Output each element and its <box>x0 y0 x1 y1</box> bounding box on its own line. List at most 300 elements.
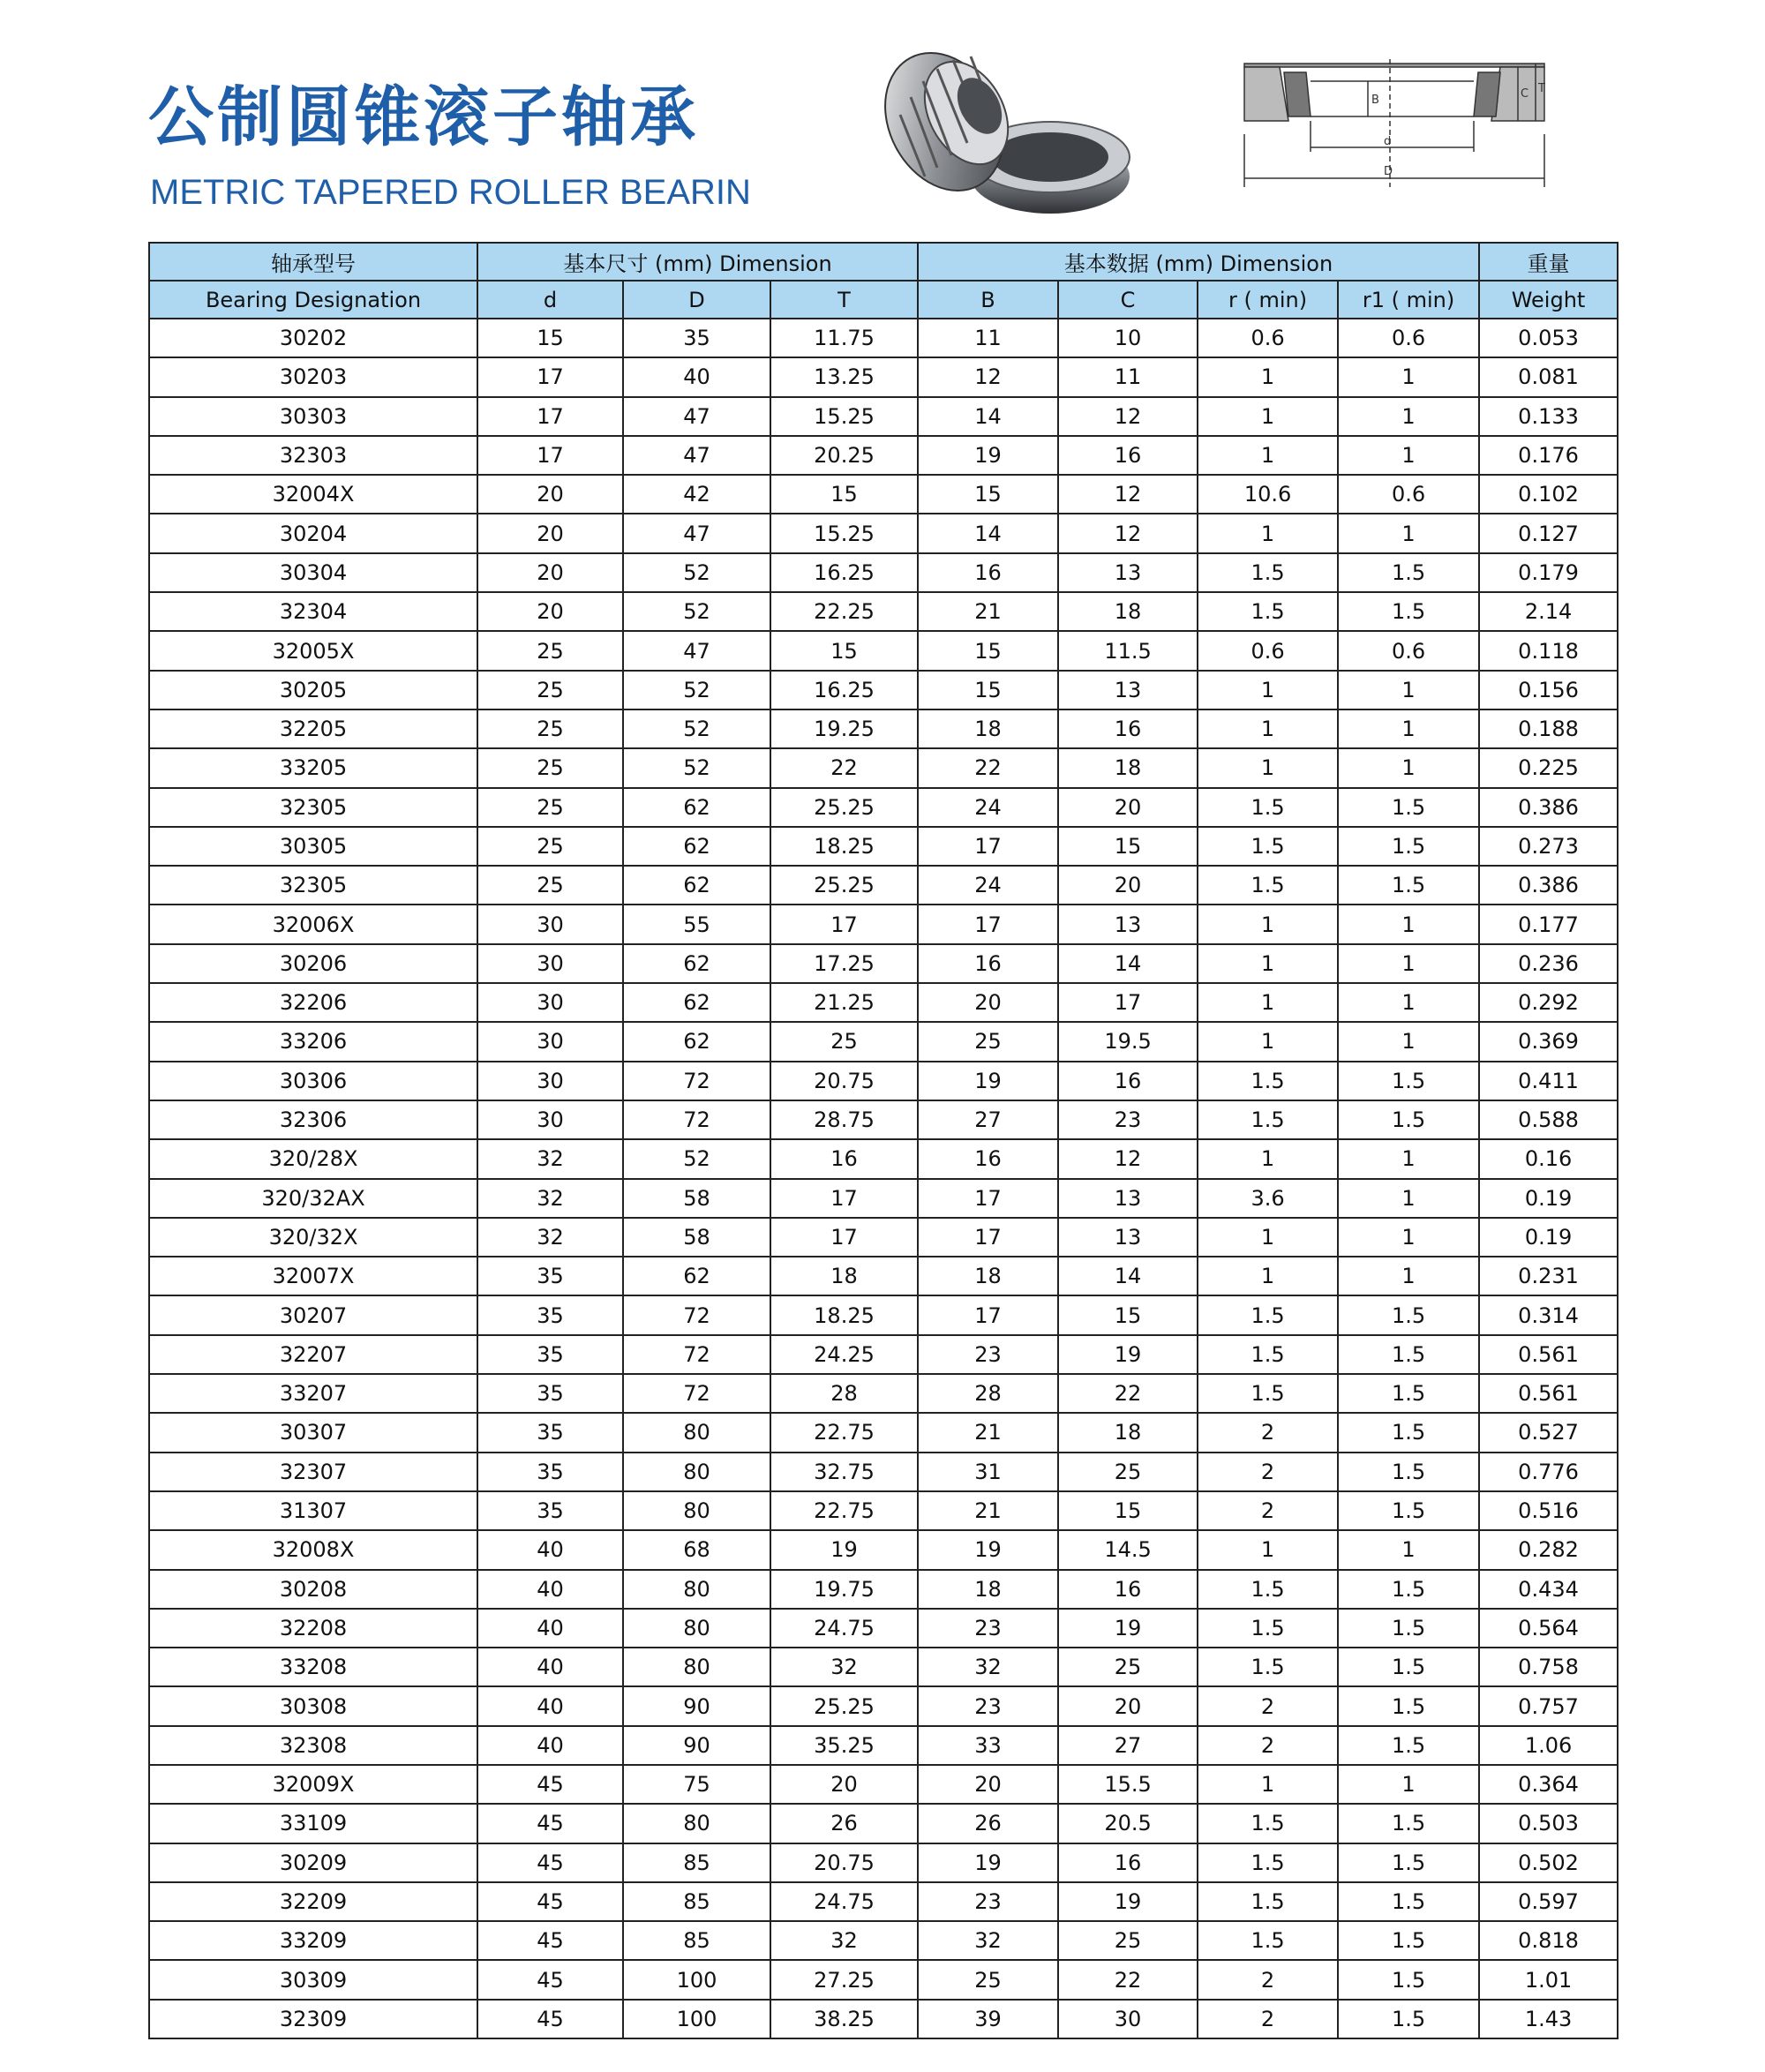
cell-weight: 0.597 <box>1479 1882 1618 1921</box>
cell-B: 12 <box>918 357 1058 396</box>
cell-designation: 32309 <box>149 2000 477 2038</box>
cell-designation: 32008X <box>149 1530 477 1569</box>
table-row <box>149 1804 1618 1843</box>
cell-d: 30 <box>477 905 623 943</box>
cell-T: 16.25 <box>770 553 918 592</box>
cell-B: 19 <box>918 1530 1058 1569</box>
table-row <box>149 1648 1618 1686</box>
cell-C: 13 <box>1058 1218 1198 1257</box>
cell-designation: 30308 <box>149 1686 477 1725</box>
cell-weight: 1.43 <box>1479 2000 1618 2038</box>
cell-r1-min: 1.5 <box>1338 1882 1479 1921</box>
cell-B: 21 <box>918 1413 1058 1452</box>
cell-r-min: 1.5 <box>1198 866 1338 905</box>
cell-weight: 0.503 <box>1479 1804 1618 1843</box>
cell-T: 32.75 <box>770 1453 918 1491</box>
cell-weight: 0.516 <box>1479 1491 1618 1530</box>
cell-d: 40 <box>477 1686 623 1725</box>
cell-r1-min: 1 <box>1338 1257 1479 1295</box>
cell-r-min: 2 <box>1198 1453 1338 1491</box>
cell-T: 20.75 <box>770 1843 918 1882</box>
table-row <box>149 1413 1618 1452</box>
cell-T: 25 <box>770 1022 918 1061</box>
cell-T: 19.25 <box>770 709 918 748</box>
cell-B: 11 <box>918 319 1058 357</box>
cell-r1-min: 1.5 <box>1338 1100 1479 1139</box>
cell-weight: 0.527 <box>1479 1413 1618 1452</box>
table-row <box>149 788 1618 827</box>
table-row <box>149 1843 1618 1882</box>
cell-C: 18 <box>1058 748 1198 787</box>
cell-C: 20 <box>1058 788 1198 827</box>
cell-d: 25 <box>477 631 623 670</box>
cell-d: 30 <box>477 1022 623 1061</box>
cell-C: 18 <box>1058 1413 1198 1452</box>
cell-d: 32 <box>477 1179 623 1218</box>
cell-C: 12 <box>1058 514 1198 552</box>
cell-r1-min: 1.5 <box>1338 1295 1479 1334</box>
table-row <box>149 397 1618 436</box>
table-row <box>149 1100 1618 1139</box>
cell-d: 35 <box>477 1413 623 1452</box>
cell-C: 19.5 <box>1058 1022 1198 1061</box>
cell-C: 16 <box>1058 436 1198 475</box>
cell-d: 32 <box>477 1139 623 1178</box>
cell-T: 32 <box>770 1921 918 1960</box>
cell-D: 85 <box>623 1882 770 1921</box>
cell-r1-min: 1 <box>1338 1530 1479 1569</box>
cell-D: 80 <box>623 1491 770 1530</box>
cell-B: 21 <box>918 1491 1058 1530</box>
cell-r1-min: 1.5 <box>1338 553 1479 592</box>
cell-r1-min: 1 <box>1338 671 1479 709</box>
cell-T: 13.25 <box>770 357 918 396</box>
cell-B: 33 <box>918 1726 1058 1765</box>
cell-D: 52 <box>623 553 770 592</box>
cell-C: 20 <box>1058 866 1198 905</box>
cell-d: 30 <box>477 1100 623 1139</box>
cell-d: 35 <box>477 1374 623 1413</box>
cell-D: 52 <box>623 671 770 709</box>
cell-weight: 0.133 <box>1479 397 1618 436</box>
table-row <box>149 1960 1618 1999</box>
cell-B: 16 <box>918 1139 1058 1178</box>
cell-B: 15 <box>918 475 1058 514</box>
cell-C: 11.5 <box>1058 631 1198 670</box>
cell-r-min: 1 <box>1198 1765 1338 1804</box>
cell-d: 40 <box>477 1726 623 1765</box>
cell-r1-min: 1 <box>1338 357 1479 396</box>
column-header-r1-min: r1 ( min) <box>1338 281 1479 319</box>
column-header-d: d <box>477 281 623 319</box>
cell-designation: 30306 <box>149 1062 477 1100</box>
cell-r1-min: 1.5 <box>1338 1374 1479 1413</box>
cell-C: 25 <box>1058 1453 1198 1491</box>
cell-d: 45 <box>477 1882 623 1921</box>
cell-weight: 0.16 <box>1479 1139 1618 1178</box>
table-row <box>149 1726 1618 1765</box>
cell-r-min: 1.5 <box>1198 1062 1338 1100</box>
cell-C: 15 <box>1058 1295 1198 1334</box>
cell-designation: 30304 <box>149 553 477 592</box>
table-row <box>149 1062 1618 1100</box>
cell-C: 13 <box>1058 905 1198 943</box>
cell-B: 18 <box>918 1570 1058 1609</box>
cell-D: 47 <box>623 436 770 475</box>
cell-T: 18.25 <box>770 827 918 866</box>
cell-r1-min: 1 <box>1338 1218 1479 1257</box>
cell-r-min: 1 <box>1198 514 1338 552</box>
table-row <box>149 983 1618 1022</box>
cell-weight: 0.127 <box>1479 514 1618 552</box>
cell-designation: 30206 <box>149 944 477 983</box>
table-row <box>149 709 1618 748</box>
cell-D: 85 <box>623 1921 770 1960</box>
cell-r1-min: 0.6 <box>1338 631 1479 670</box>
cell-B: 16 <box>918 553 1058 592</box>
cell-D: 52 <box>623 1139 770 1178</box>
cell-weight: 0.179 <box>1479 553 1618 592</box>
cell-r-min: 3.6 <box>1198 1179 1338 1218</box>
table-row <box>149 1609 1618 1648</box>
cell-D: 80 <box>623 1609 770 1648</box>
cell-r1-min: 1.5 <box>1338 827 1479 866</box>
cell-weight: 0.434 <box>1479 1570 1618 1609</box>
cell-r1-min: 1 <box>1338 397 1479 436</box>
cell-designation: 320/32X <box>149 1218 477 1257</box>
cell-weight: 1.06 <box>1479 1726 1618 1765</box>
cell-T: 32 <box>770 1648 918 1686</box>
diagram-label-T: T <box>1538 82 1545 95</box>
cell-r1-min: 1.5 <box>1338 866 1479 905</box>
cell-weight: 0.081 <box>1479 357 1618 396</box>
cell-designation: 30204 <box>149 514 477 552</box>
table-row <box>149 671 1618 709</box>
cell-designation: 33205 <box>149 748 477 787</box>
bearing-cross-section-diagram <box>1236 55 1553 212</box>
table-row <box>149 1295 1618 1334</box>
cell-r1-min: 1.5 <box>1338 1726 1479 1765</box>
cell-D: 52 <box>623 592 770 631</box>
cell-B: 21 <box>918 592 1058 631</box>
cell-T: 16 <box>770 1139 918 1178</box>
cell-D: 62 <box>623 866 770 905</box>
cell-D: 72 <box>623 1062 770 1100</box>
cell-C: 13 <box>1058 671 1198 709</box>
cell-B: 24 <box>918 866 1058 905</box>
cell-r-min: 1 <box>1198 357 1338 396</box>
cell-D: 47 <box>623 631 770 670</box>
cell-designation: 320/28X <box>149 1139 477 1178</box>
cell-d: 45 <box>477 1960 623 1999</box>
cell-r1-min: 1.5 <box>1338 1062 1479 1100</box>
cell-D: 62 <box>623 983 770 1022</box>
cell-r1-min: 1.5 <box>1338 1648 1479 1686</box>
cell-r1-min: 1 <box>1338 748 1479 787</box>
cell-T: 26 <box>770 1804 918 1843</box>
cell-T: 38.25 <box>770 2000 918 2038</box>
cell-d: 40 <box>477 1570 623 1609</box>
column-header-designation: Bearing Designation <box>149 281 477 319</box>
cell-r1-min: 1.5 <box>1338 1804 1479 1843</box>
cell-d: 25 <box>477 788 623 827</box>
cell-D: 72 <box>623 1295 770 1334</box>
cell-d: 35 <box>477 1491 623 1530</box>
table-row <box>149 1374 1618 1413</box>
table-row <box>149 1570 1618 1609</box>
cell-r-min: 1.5 <box>1198 592 1338 631</box>
cell-r1-min: 1.5 <box>1338 592 1479 631</box>
cell-T: 16.25 <box>770 671 918 709</box>
cell-D: 100 <box>623 2000 770 2038</box>
cell-designation: 32206 <box>149 983 477 1022</box>
cell-d: 30 <box>477 944 623 983</box>
cell-r1-min: 1.5 <box>1338 1413 1479 1452</box>
cell-C: 22 <box>1058 1960 1198 1999</box>
cell-C: 15.5 <box>1058 1765 1198 1804</box>
cell-T: 15.25 <box>770 397 918 436</box>
cell-r1-min: 1.5 <box>1338 1686 1479 1725</box>
cell-D: 90 <box>623 1686 770 1725</box>
column-header-B: B <box>918 281 1058 319</box>
diagram-label-B: B <box>1371 94 1379 107</box>
cell-r-min: 0.6 <box>1198 319 1338 357</box>
cell-weight: 0.411 <box>1479 1062 1618 1100</box>
cell-r1-min: 1.5 <box>1338 1609 1479 1648</box>
table-row <box>149 1921 1618 1960</box>
table-row <box>149 1491 1618 1530</box>
cell-C: 16 <box>1058 1062 1198 1100</box>
cell-C: 20.5 <box>1058 1804 1198 1843</box>
cell-C: 19 <box>1058 1882 1198 1921</box>
cell-r-min: 1.5 <box>1198 1648 1338 1686</box>
cell-D: 47 <box>623 514 770 552</box>
cell-designation: 30202 <box>149 319 477 357</box>
cell-T: 22.75 <box>770 1491 918 1530</box>
header-basic-dim: 基本数据 (mm) Dimension <box>918 243 1479 281</box>
cell-weight: 0.386 <box>1479 866 1618 905</box>
header-designation-cn: 轴承型号 <box>149 243 477 281</box>
diagram-label-d: d <box>1384 135 1392 148</box>
cell-D: 58 <box>623 1218 770 1257</box>
cell-B: 17 <box>918 1179 1058 1218</box>
cell-T: 15 <box>770 631 918 670</box>
cell-D: 62 <box>623 944 770 983</box>
cell-r-min: 1.5 <box>1198 1335 1338 1374</box>
cell-designation: 33208 <box>149 1648 477 1686</box>
cell-B: 27 <box>918 1100 1058 1139</box>
cell-r-min: 1 <box>1198 1022 1338 1061</box>
cell-B: 15 <box>918 631 1058 670</box>
table-row <box>149 553 1618 592</box>
cell-r1-min: 1 <box>1338 1765 1479 1804</box>
cell-C: 25 <box>1058 1921 1198 1960</box>
cell-B: 19 <box>918 1062 1058 1100</box>
cell-r-min: 1.5 <box>1198 1843 1338 1882</box>
cell-r-min: 1.5 <box>1198 1921 1338 1960</box>
cell-T: 22 <box>770 748 918 787</box>
cell-designation: 30208 <box>149 1570 477 1609</box>
cell-r-min: 1.5 <box>1198 1609 1338 1648</box>
cell-D: 62 <box>623 788 770 827</box>
cell-designation: 32004X <box>149 475 477 514</box>
cell-designation: 32305 <box>149 788 477 827</box>
cell-T: 28 <box>770 1374 918 1413</box>
cell-weight: 0.757 <box>1479 1686 1618 1725</box>
cell-designation: 33207 <box>149 1374 477 1413</box>
cell-r-min: 1 <box>1198 436 1338 475</box>
page-title-en: METRIC TAPERED ROLLER BEARIN <box>150 173 751 212</box>
cell-C: 16 <box>1058 1570 1198 1609</box>
cell-weight: 0.369 <box>1479 1022 1618 1061</box>
cell-C: 22 <box>1058 1374 1198 1413</box>
cell-weight: 2.14 <box>1479 592 1618 631</box>
column-header-C: C <box>1058 281 1198 319</box>
cell-d: 17 <box>477 436 623 475</box>
cell-designation: 32009X <box>149 1765 477 1804</box>
cell-D: 47 <box>623 397 770 436</box>
cell-T: 22.25 <box>770 592 918 631</box>
cell-r-min: 1.5 <box>1198 1570 1338 1609</box>
cell-B: 25 <box>918 1022 1058 1061</box>
cell-T: 17.25 <box>770 944 918 983</box>
cell-C: 19 <box>1058 1609 1198 1648</box>
cell-r1-min: 0.6 <box>1338 319 1479 357</box>
cell-d: 17 <box>477 357 623 396</box>
cell-T: 20.75 <box>770 1062 918 1100</box>
cell-T: 19.75 <box>770 1570 918 1609</box>
cell-B: 32 <box>918 1648 1058 1686</box>
cell-weight: 0.776 <box>1479 1453 1618 1491</box>
column-header-T: T <box>770 281 918 319</box>
cell-T: 17 <box>770 905 918 943</box>
cell-B: 16 <box>918 944 1058 983</box>
cell-r-min: 1 <box>1198 1218 1338 1257</box>
table-row <box>149 436 1618 475</box>
table-row <box>149 475 1618 514</box>
cell-weight: 0.225 <box>1479 748 1618 787</box>
cell-d: 35 <box>477 1453 623 1491</box>
cell-B: 17 <box>918 1295 1058 1334</box>
cell-r-min: 1.5 <box>1198 827 1338 866</box>
cell-B: 28 <box>918 1374 1058 1413</box>
cell-designation: 32305 <box>149 866 477 905</box>
cell-D: 62 <box>623 827 770 866</box>
cell-D: 62 <box>623 1022 770 1061</box>
cell-r1-min: 1 <box>1338 983 1479 1022</box>
cell-D: 90 <box>623 1726 770 1765</box>
cell-T: 21.25 <box>770 983 918 1022</box>
cell-T: 35.25 <box>770 1726 918 1765</box>
table-row <box>149 1022 1618 1061</box>
cell-D: 72 <box>623 1100 770 1139</box>
cell-C: 18 <box>1058 592 1198 631</box>
cell-weight: 0.273 <box>1479 827 1618 866</box>
cell-weight: 0.588 <box>1479 1100 1618 1139</box>
cell-B: 14 <box>918 397 1058 436</box>
cell-C: 12 <box>1058 397 1198 436</box>
cell-D: 42 <box>623 475 770 514</box>
cell-D: 80 <box>623 1453 770 1491</box>
cell-B: 19 <box>918 436 1058 475</box>
cell-d: 40 <box>477 1530 623 1569</box>
table-row <box>149 592 1618 631</box>
cell-d: 25 <box>477 866 623 905</box>
cell-D: 72 <box>623 1335 770 1374</box>
cell-B: 18 <box>918 1257 1058 1295</box>
cell-C: 30 <box>1058 2000 1198 2038</box>
cell-r1-min: 1 <box>1338 944 1479 983</box>
table-row <box>149 1882 1618 1921</box>
table-row <box>149 866 1618 905</box>
cell-r-min: 1.5 <box>1198 1100 1338 1139</box>
cell-weight: 0.19 <box>1479 1218 1618 1257</box>
cell-d: 30 <box>477 983 623 1022</box>
cell-r1-min: 1 <box>1338 514 1479 552</box>
cell-d: 35 <box>477 1257 623 1295</box>
cell-designation: 32007X <box>149 1257 477 1295</box>
cell-C: 16 <box>1058 1843 1198 1882</box>
table-row <box>149 748 1618 787</box>
cell-C: 14.5 <box>1058 1530 1198 1569</box>
cell-d: 45 <box>477 1804 623 1843</box>
table-row <box>149 1139 1618 1178</box>
table-row <box>149 1686 1618 1725</box>
cell-T: 24.75 <box>770 1609 918 1648</box>
cell-r1-min: 1.5 <box>1338 1843 1479 1882</box>
cell-C: 13 <box>1058 1179 1198 1218</box>
cell-B: 23 <box>918 1882 1058 1921</box>
cell-weight: 0.502 <box>1479 1843 1618 1882</box>
cell-designation: 320/32AX <box>149 1179 477 1218</box>
diagram-label-C: C <box>1521 87 1529 101</box>
cell-T: 17 <box>770 1218 918 1257</box>
table-row <box>149 631 1618 670</box>
cell-T: 24.75 <box>770 1882 918 1921</box>
cell-weight: 0.236 <box>1479 944 1618 983</box>
cell-designation: 32205 <box>149 709 477 748</box>
header-basic-size: 基本尺寸 (mm) Dimension <box>477 243 918 281</box>
cell-D: 58 <box>623 1179 770 1218</box>
cell-r-min: 10.6 <box>1198 475 1338 514</box>
cell-d: 20 <box>477 592 623 631</box>
cell-C: 17 <box>1058 983 1198 1022</box>
cell-B: 15 <box>918 671 1058 709</box>
cell-designation: 32306 <box>149 1100 477 1139</box>
cell-T: 25.25 <box>770 1686 918 1725</box>
diagram-label-D: D <box>1384 165 1393 178</box>
cell-weight: 0.292 <box>1479 983 1618 1022</box>
cell-r1-min: 1.5 <box>1338 1491 1479 1530</box>
cell-r-min: 1 <box>1198 1257 1338 1295</box>
cell-d: 17 <box>477 397 623 436</box>
cell-T: 25.25 <box>770 788 918 827</box>
cell-d: 20 <box>477 553 623 592</box>
cell-T: 28.75 <box>770 1100 918 1139</box>
cell-B: 20 <box>918 1765 1058 1804</box>
cell-B: 26 <box>918 1804 1058 1843</box>
cell-r-min: 2 <box>1198 1960 1338 1999</box>
cell-weight: 0.561 <box>1479 1335 1618 1374</box>
cell-r-min: 1.5 <box>1198 1295 1338 1334</box>
cell-B: 39 <box>918 2000 1058 2038</box>
cell-T: 19 <box>770 1530 918 1569</box>
cell-T: 17 <box>770 1179 918 1218</box>
cell-designation: 33206 <box>149 1022 477 1061</box>
cell-d: 35 <box>477 1295 623 1334</box>
cell-D: 100 <box>623 1960 770 1999</box>
cell-T: 20 <box>770 1765 918 1804</box>
